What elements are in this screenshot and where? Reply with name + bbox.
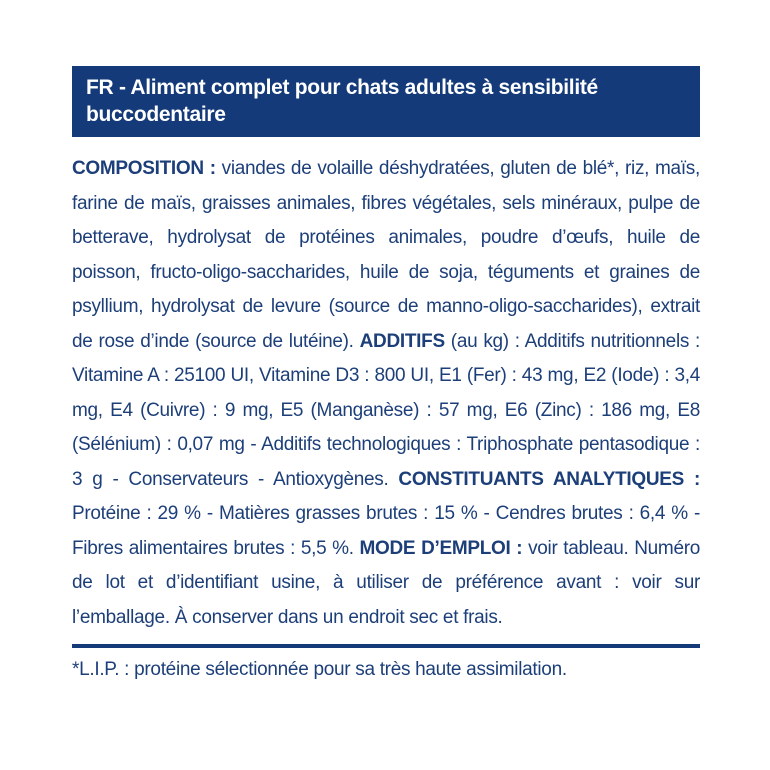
header-bar [72, 66, 700, 137]
label-content [72, 66, 700, 683]
header-title: Aliment complet pour chats adultes à sensibilité buccodentaire [86, 76, 598, 126]
footnote-text: *L.I.P. : protéine sélectionnée pour sa très haute assimilation. [72, 659, 567, 680]
analytical-constituents-heading: CONSTITUANTS ANALYTIQUES : [398, 468, 700, 490]
composition-heading: COMPOSITION : [72, 158, 222, 179]
analytical-constituents-text: Protéine : 29 % - Matières grasses brutes : 15 % - Cendres brutes : 6,4 % - Fibres alimentaires brutes : 5,5 %. [72, 503, 700, 559]
language-code: FR [86, 76, 114, 99]
composition-text: viandes de volaille déshydratées, gluten de blé*, riz, maïs, farine de maïs, graisses animales, fibres végétales, sels minéraux, pulpe de betterave, hydrolysat de protéines animales, poudre d’œufs, huile de poisson, fructo-oligo-saccharides, huile de soja, téguments et graines de psyllium, hydrolysat de levure (source de manno-oligo-saccharides), extrait de rose d’inde (source de lutéine). [72, 158, 700, 352]
divider-rule [72, 644, 700, 648]
instructions-text: voir tableau. Numéro de lot et d’identifiant usine, à utiliser de préférence avant : voir sur l’emballage. À conserver dans un endroit sec et frais. [72, 537, 700, 628]
header-separator: - [113, 76, 131, 99]
instructions-heading: MODE D’EMPLOI : [359, 537, 529, 559]
additives-heading: ADDITIFS [359, 330, 445, 352]
label-body-paragraph [72, 152, 700, 635]
additives-text: (au kg) : Additifs nutritionnels : Vitamine A : 25100 UI, Vitamine D3 : 800 UI, E1 (Fer) : 43 mg, E2 (Iode) : 3,4 mg, E4 (Cuivre) : 9 mg, E5 (Manganèse) : 57 mg, E6 (Zinc) : 186 mg, E8 (Sélénium) : 0,07 mg - Additifs technologiques : Triphosphate pentasodique : 3 g - Conservateurs - Antioxygènes. [72, 330, 700, 490]
